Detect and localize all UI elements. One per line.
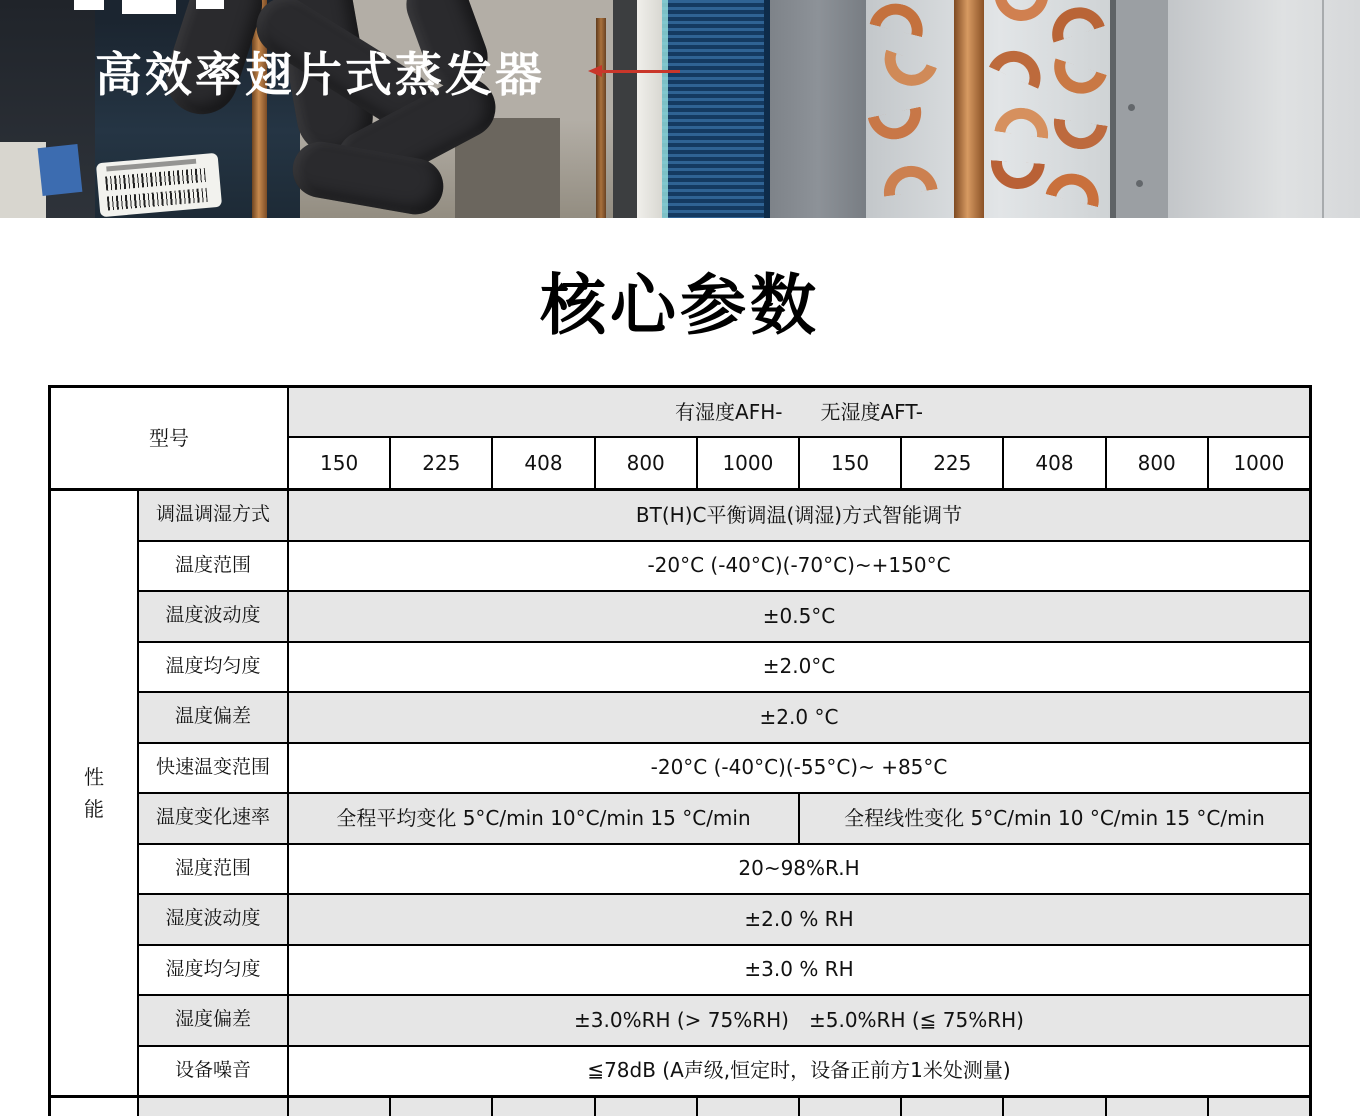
barcode-strip [105, 168, 206, 191]
model-number-cell: 800 [1107, 438, 1207, 488]
row-label: 湿度范围 [139, 845, 287, 894]
section-title: 核心参数 [540, 267, 820, 344]
partial-cell [493, 1098, 593, 1116]
copper-ubend [1045, 0, 1105, 42]
copper-ubend [880, 162, 937, 196]
copper-ubend [1047, 58, 1107, 100]
partial-cell [1209, 1098, 1309, 1116]
series-with-humidity: 有湿度AFH- [675, 399, 783, 424]
row-value: ≦78dB (A声级,恒定时，设备正前方1米处测量) [289, 1047, 1309, 1096]
partial-cell [698, 1098, 798, 1116]
frame-strip [637, 0, 662, 218]
row-label: 温度波动度 [139, 592, 287, 641]
screw-dot [1136, 180, 1143, 187]
red-arrow-pointer [588, 64, 680, 78]
coil-edge [662, 0, 668, 218]
row-value-average-change: 全程平均变化 5°C/min 10°C/min 15 °C/min [289, 794, 798, 843]
row-value: ±2.0 % RH [289, 895, 1309, 944]
row-value: 20~98%R.H [289, 845, 1309, 894]
partial-group-cell [51, 1098, 137, 1116]
row-label: 设备噪音 [139, 1047, 287, 1096]
copper-ubend [1050, 118, 1107, 152]
copper-ubend [994, 104, 1051, 138]
model-header-cell: 型号 [51, 388, 287, 488]
series-without-humidity: 无湿度AFT- [820, 399, 923, 424]
copper-pipe [596, 18, 606, 218]
partial-cell [800, 1098, 900, 1116]
finned-evaporator-coil [662, 0, 770, 218]
partial-cell [902, 1098, 1002, 1116]
row-value: ±2.0 °C [289, 693, 1309, 742]
copper-header-pipe [954, 0, 984, 218]
row-value: ±2.0°C [289, 643, 1309, 692]
arrow-shaft [600, 70, 680, 73]
cropped-text-fragment [74, 0, 104, 10]
copper-ubend [868, 107, 926, 145]
table-body [51, 491, 1309, 1095]
partial-cell [289, 1098, 389, 1116]
partial-label-cell [139, 1098, 287, 1116]
model-number-cell: 408 [1004, 438, 1104, 488]
cabinet-panel [1168, 0, 1360, 218]
row-value-linear-change: 全程线性变化 5°C/min 10 °C/min 15 °C/min [800, 794, 1309, 843]
copper-ubend [994, 0, 1049, 22]
panel-gap [613, 0, 637, 218]
next-section-partial-row [51, 1098, 1309, 1116]
copper-ubend [1046, 168, 1105, 207]
row-value: -20°C (-40°C)(-70°C)~+150°C [289, 542, 1309, 591]
banner-title: 高效率翅片式蒸发器 [95, 48, 545, 103]
row-label: 湿度波动度 [139, 895, 287, 944]
partial-cell [391, 1098, 491, 1116]
model-number-cell: 1000 [1209, 438, 1309, 488]
copper-ubend [989, 42, 1049, 89]
compressor-blue-label [38, 144, 83, 196]
panel-seam-line [1322, 0, 1324, 218]
model-number-cell: 225 [391, 438, 491, 488]
row-label: 湿度均匀度 [139, 946, 287, 995]
model-number-cell: 800 [596, 438, 696, 488]
copper-ubend-coil [866, 0, 1110, 218]
screw-dot [1128, 104, 1135, 111]
copper-ubend [870, 0, 929, 37]
row-value: BT(H)C平衡调温(调湿)方式智能调节 [289, 491, 1309, 540]
row-label: 快速温变范围 [139, 744, 287, 793]
row-label: 温度偏差 [139, 693, 287, 742]
core-parameters-table [48, 385, 1312, 1116]
copper-ubend [989, 160, 1045, 191]
partial-cell [1004, 1098, 1104, 1116]
performance-group-cell: 性能 [51, 491, 137, 1095]
row-value: ±3.0%RH (> 75%RH) ±5.0%RH (≦ 75%RH) [289, 996, 1309, 1045]
cropped-text-fragment [196, 0, 224, 9]
row-label: 调温调湿方式 [139, 491, 287, 540]
row-value: -20°C (-40°C)(-55°C)~ +85°C [289, 744, 1309, 793]
barcode-strip [107, 188, 208, 211]
table-header [51, 388, 1309, 488]
gray-panel [770, 0, 866, 218]
model-number-cell: 408 [493, 438, 593, 488]
series-header-cell [289, 388, 1309, 436]
compressor-barcode-label [96, 153, 222, 217]
partial-cell [1107, 1098, 1207, 1116]
model-number-cell: 1000 [698, 438, 798, 488]
copper-ubend [877, 50, 937, 94]
row-label: 温度范围 [139, 542, 287, 591]
row-value: ±0.5°C [289, 592, 1309, 641]
cropped-text-fragment [122, 0, 176, 14]
model-number-cell: 150 [800, 438, 900, 488]
partial-cell [596, 1098, 696, 1116]
model-number-cell: 225 [902, 438, 1002, 488]
row-label: 温度均匀度 [139, 643, 287, 692]
model-number-cell: 150 [289, 438, 389, 488]
row-label: 湿度偏差 [139, 996, 287, 1045]
product-photo-banner [0, 0, 1360, 218]
row-value: ±3.0 % RH [289, 946, 1309, 995]
row-label: 温度变化速率 [139, 794, 287, 843]
